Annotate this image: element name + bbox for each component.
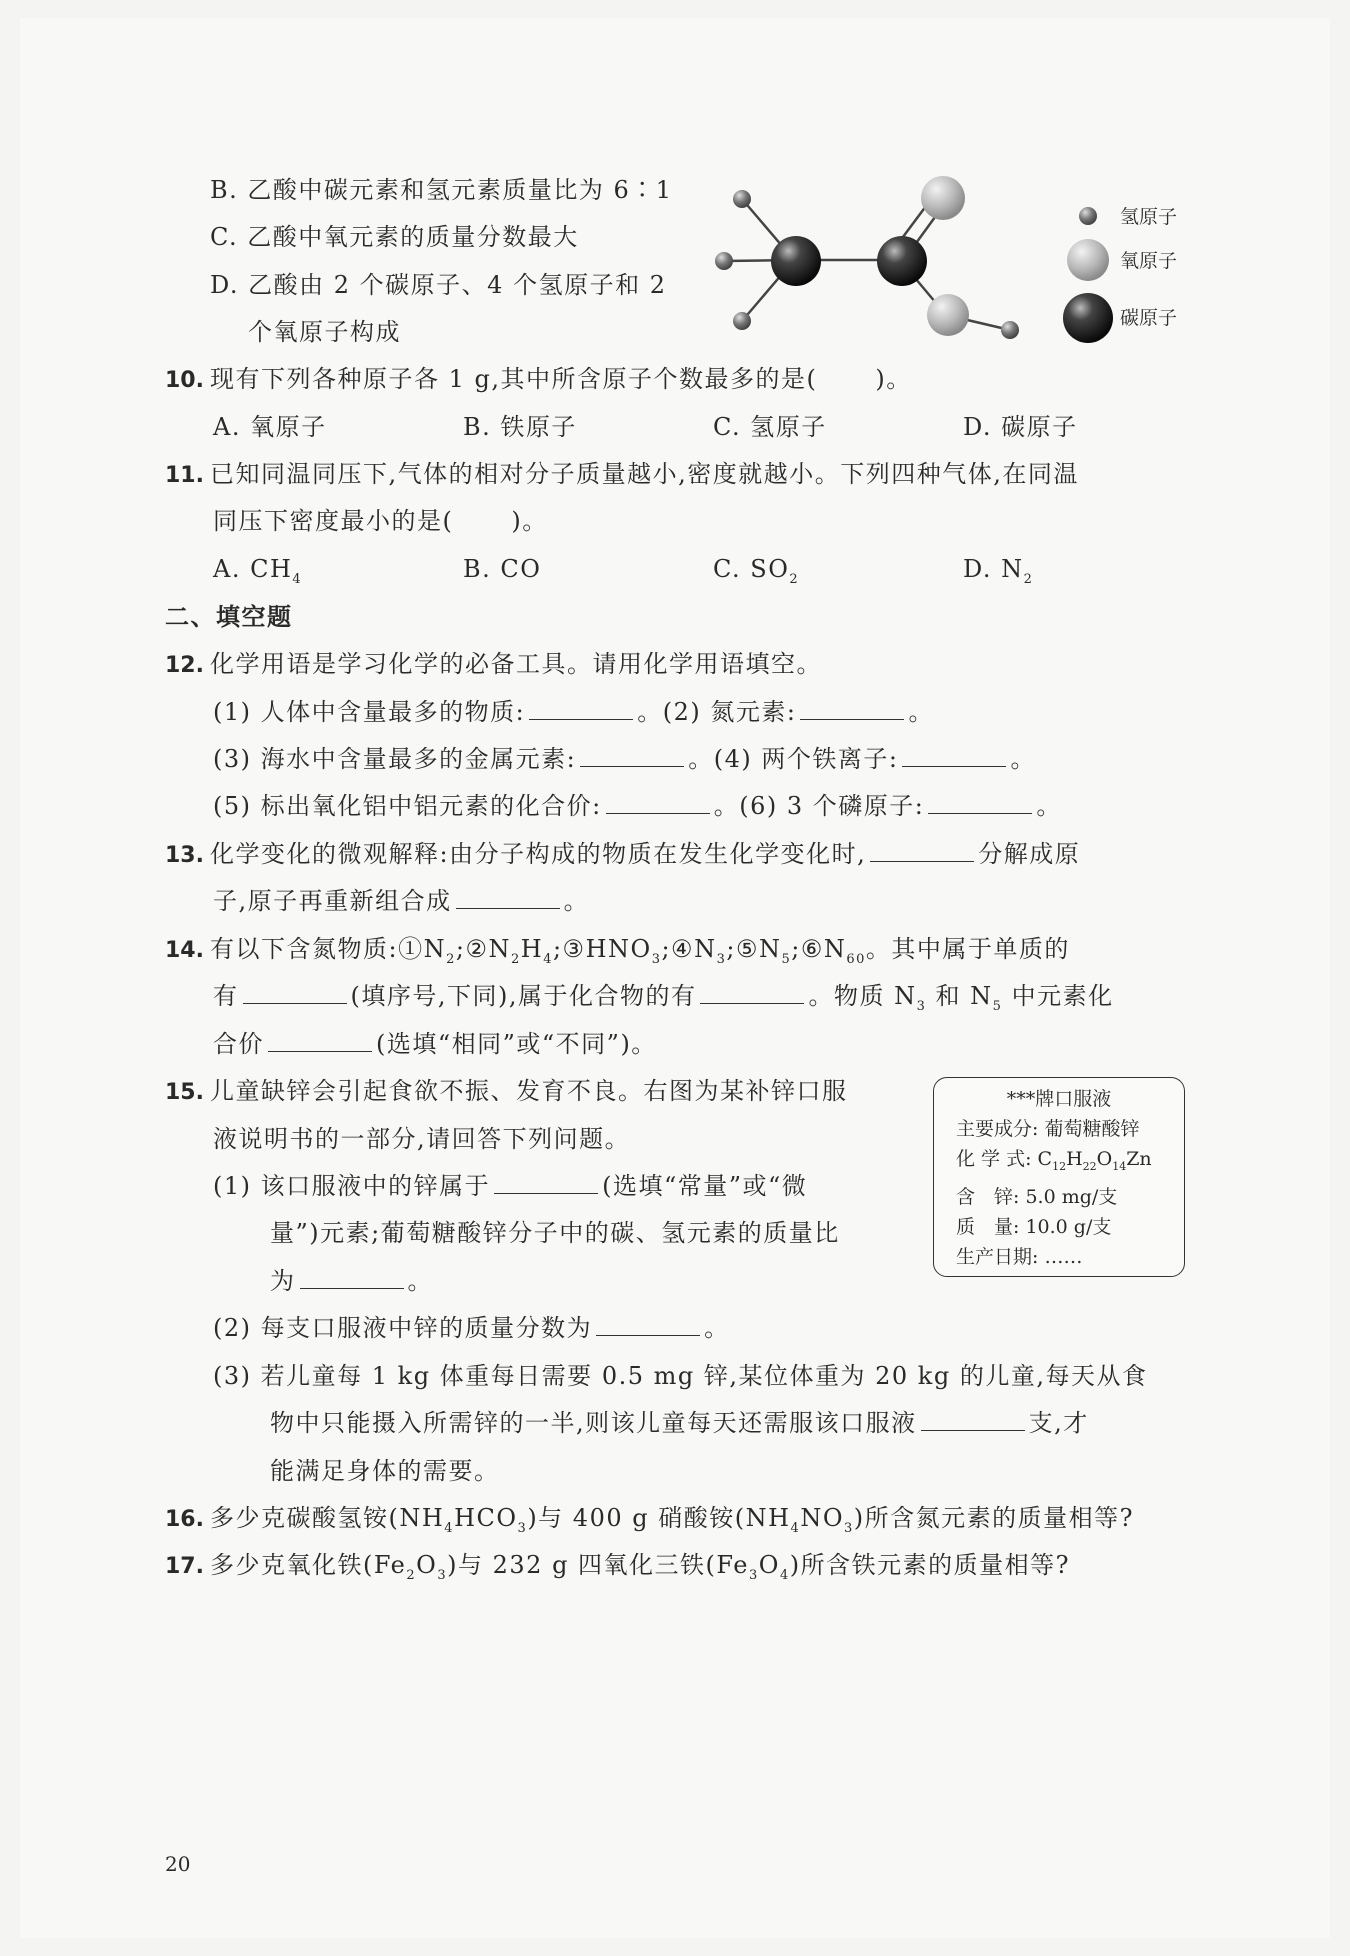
q14-stem: 14. 有以下含氮物质$:①N_2;②N_2H_4;③HNO_3;④N_3;⑤N_5;⑥N_{60}$。其中属于单质的 xyxy=(165,935,1070,967)
q13-stem-cont: 子,原子再重新组合成 。 xyxy=(213,887,590,915)
molecule-hydrogen-atoms xyxy=(715,190,1019,339)
legend-hydrogen-icon xyxy=(1077,205,1099,227)
q9-option-b[interactable]: B. 乙酸中碳元素和氢元素质量比为 6∶1 xyxy=(210,176,673,204)
q12-line-1: (1) 人体中含量最多的物质: 。(2) 氮元素: 。 xyxy=(213,698,934,726)
q12-stem: 12. 化学用语是学习化学的必备工具。请用化学用语填空。 xyxy=(165,650,822,678)
q15-part-1: (1) 该口服液中的锌属于 (选填“常量”或“微 xyxy=(213,1172,808,1200)
label-mass: 质 量: 10.0 g/支 xyxy=(956,1215,1112,1238)
q10-number: 10. xyxy=(165,368,204,393)
legend-oxygen-icon xyxy=(1066,238,1110,282)
page-number: 20 xyxy=(165,1852,191,1876)
label-zinc-content: 含 锌: 5.0 mg/支 xyxy=(956,1185,1118,1208)
q14-line-3: 合价 (选填“相同”或“不同”)。 xyxy=(213,1030,657,1058)
oral-liquid-label-box xyxy=(933,1077,1185,1277)
q12-line-3: (5) 标出氧化铝中铝元素的化合价: 。(6) 3 个磷原子: 。 xyxy=(213,792,1062,820)
q12-blank-2[interactable] xyxy=(800,697,904,720)
q12-blank-3[interactable] xyxy=(580,744,684,767)
q11-stem: 11. 已知同温同压下,气体的相对分子质量越小,密度就越小。下列四种气体,在同温 xyxy=(165,460,1079,488)
q14-blank-3[interactable] xyxy=(268,1029,372,1052)
q9-option-c[interactable]: C. 乙酸中氧元素的质量分数最大 xyxy=(210,223,579,251)
q9-option-d[interactable]: D. 乙酸由 2 个碳原子、4 个氢原子和 2 xyxy=(210,271,667,299)
q11-option-d[interactable]: D. $N_2$ xyxy=(963,555,1034,587)
q12-blank-5[interactable] xyxy=(606,791,710,814)
q12-blank-6[interactable] xyxy=(928,791,1032,814)
label-production-date: 生产日期: …… xyxy=(956,1245,1083,1268)
q15-stem: 15. 儿童缺锌会引起食欲不振、发育不良。右图为某补锌口服 xyxy=(165,1077,848,1105)
label-formula: 化 学 式: $C_{12}H_{22}O_{14}Zn$ xyxy=(956,1148,1152,1173)
label-ingredient: 主要成分: 葡萄糖酸锌 xyxy=(956,1118,1140,1140)
q15-part-3-cont: 物中只能摄入所需锌的一半,则该儿童每天还需服该口服液 支,才 xyxy=(270,1409,1089,1437)
q14-blank-2[interactable] xyxy=(700,981,804,1004)
q14-blank-1[interactable] xyxy=(243,981,347,1004)
q13-stem: 13. 化学变化的微观解释:由分子构成的物质在发生化学变化时, 分解成原 xyxy=(165,840,1081,868)
q10-option-d[interactable]: D. 碳原子 xyxy=(963,413,1078,441)
q16-stem: 16. 多少克碳酸氢铵$(NH_4HCO_3)$与 400 g 硝酸铵$(NH_4NO_3)$所含氮元素的质量相等? xyxy=(165,1504,1135,1536)
legend-carbon-icon xyxy=(1062,292,1114,344)
q12-blank-1[interactable] xyxy=(529,697,633,720)
q11-stem-cont: 同压下密度最小的是( )。 xyxy=(213,507,548,535)
q15-part-1-end: 为 。 xyxy=(270,1267,433,1295)
q12-blank-4[interactable] xyxy=(902,744,1006,767)
q10-option-b[interactable]: B. 铁原子 xyxy=(463,413,577,441)
q15-stem-cont: 液说明书的一部分,请回答下列问题。 xyxy=(213,1125,631,1153)
q11-option-a[interactable]: A. $CH_4$ xyxy=(213,555,303,587)
q11-number: 11. xyxy=(165,463,204,488)
q9-option-d-cont: 个氧原子构成 xyxy=(248,318,401,346)
acetic-acid-molecule-diagram xyxy=(700,165,1040,355)
q17-stem: 17. 多少克氧化铁$(Fe_2O_3)$与 232 g 四氧化三铁$(Fe_3O_4)$所含铁元素的质量相等? xyxy=(165,1551,1070,1583)
q15-part-3: (3) 若儿童每 1 kg 体重每日需要 0.5 mg 锌,某位体重为 20 kg 的儿童,每天从食 xyxy=(213,1362,1148,1390)
q13-blank-2[interactable] xyxy=(456,886,560,909)
legend-carbon-label: 碳原子 xyxy=(1120,307,1178,329)
q15-blank-2[interactable] xyxy=(300,1266,404,1289)
q15-number: 15. xyxy=(165,1080,204,1105)
q15-blank-3[interactable] xyxy=(596,1313,700,1336)
q10-stem: 10. 现有下列各种原子各 1 g,其中所含原子个数最多的是( )。 xyxy=(165,365,912,393)
q15-part-1-cont: 量”)元素;葡萄糖酸锌分子中的碳、氢元素的质量比 xyxy=(270,1219,840,1247)
q16-number: 16. xyxy=(165,1507,204,1532)
q14-line-2: 有 (填序号,下同),属于化合物的有 。物质 $N_3$ 和 $N_5$ 中元素化 xyxy=(213,982,1114,1014)
label-title: ***牌口服液 xyxy=(1006,1088,1112,1110)
section-fill-in-blank-heading: 二、填空题 xyxy=(165,603,293,631)
q17-number: 17. xyxy=(165,1554,204,1579)
q13-number: 13. xyxy=(165,843,204,868)
q12-number: 12. xyxy=(165,653,204,678)
q13-blank-1[interactable] xyxy=(870,839,974,862)
q15-part-2: (2) 每支口服液中锌的质量分数为 。 xyxy=(213,1314,730,1342)
molecule-oxygen-atoms xyxy=(921,176,969,336)
q12-line-2: (3) 海水中含量最多的金属元素: 。(4) 两个铁离子: 。 xyxy=(213,745,1036,773)
q10-option-c[interactable]: C. 氢原子 xyxy=(713,413,827,441)
legend-oxygen-label: 氧原子 xyxy=(1120,250,1178,272)
q14-number: 14. xyxy=(165,938,204,963)
legend-hydrogen-label: 氢原子 xyxy=(1120,206,1178,228)
q15-blank-1[interactable] xyxy=(494,1171,598,1194)
q15-part-3-end: 能满足身体的需要。 xyxy=(270,1457,500,1485)
q11-option-b[interactable]: B. CO xyxy=(463,555,542,583)
q10-option-a[interactable]: A. 氧原子 xyxy=(213,413,327,441)
q11-option-c[interactable]: C. $SO_2$ xyxy=(713,555,800,587)
q15-blank-4[interactable] xyxy=(921,1408,1025,1431)
